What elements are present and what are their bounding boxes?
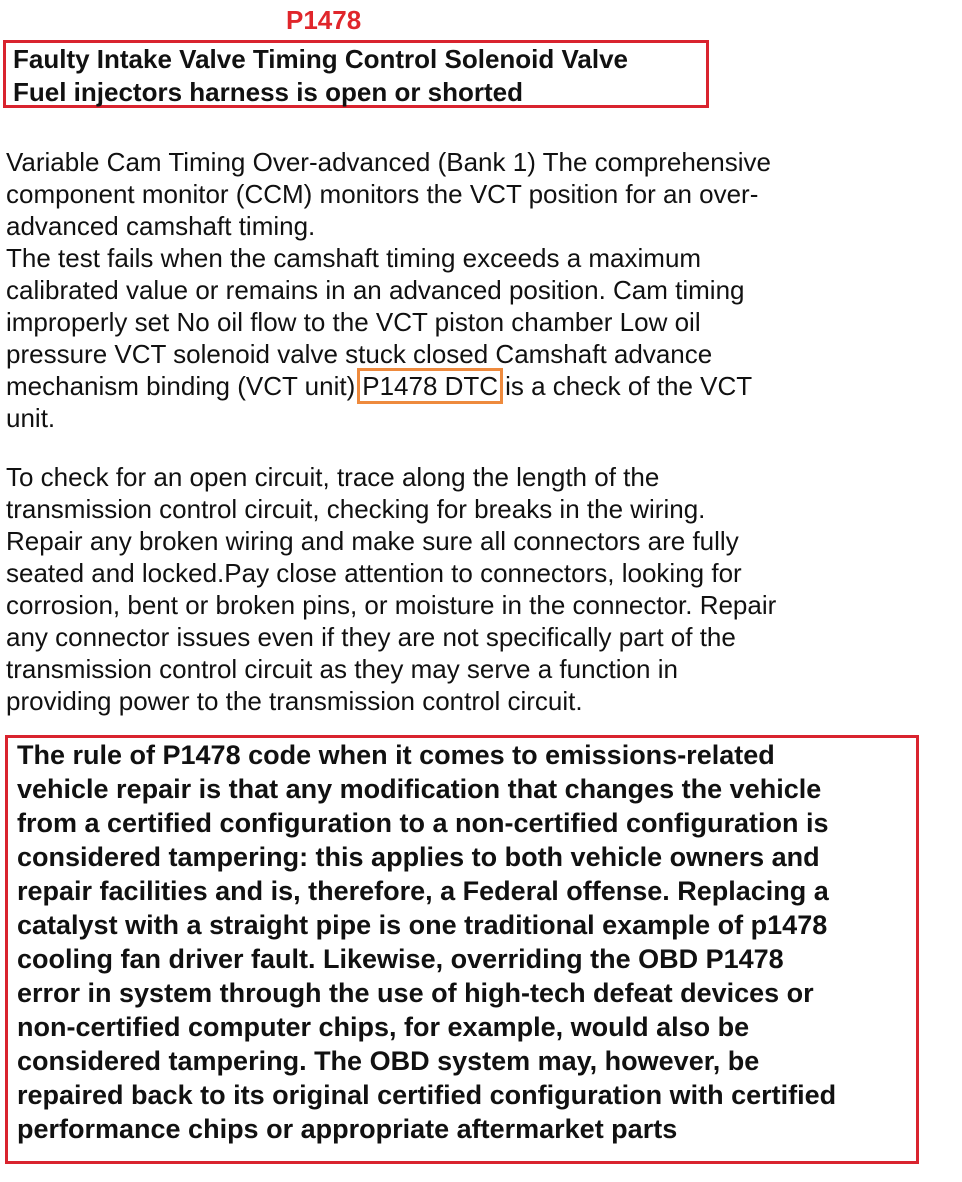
description-paragraph bbox=[6, 146, 946, 434]
rule-line: considered tampering: this applies to both vehicle owners and bbox=[17, 842, 820, 872]
paragraph-line: unit. bbox=[6, 403, 56, 433]
rule-line: catalyst with a straight pipe is one traditional example of p1478 bbox=[17, 910, 828, 940]
paragraph-line-with-link bbox=[6, 370, 946, 402]
rule-line: performance chips or appropriate aftermarket parts bbox=[17, 1114, 678, 1144]
paragraph-line: any connector issues even if they are not specifically part of the bbox=[6, 622, 736, 652]
rule-line: vehicle repair is that any modification that changes the vehicle bbox=[17, 774, 822, 804]
paragraph-line: improperly set No oil flow to the VCT piston chamber Low oil bbox=[6, 307, 701, 337]
rule-line: error in system through the use of high-tech defeat devices or bbox=[17, 978, 814, 1008]
paragraph-line: The test fails when the camshaft timing exceeds a maximum bbox=[6, 243, 702, 273]
paragraph-line: providing power to the transmission control circuit. bbox=[6, 686, 583, 716]
rule-line: cooling fan driver fault. Likewise, overriding the OBD P1478 bbox=[17, 944, 784, 974]
paragraph-line: calibrated value or remains in an advanced position. Cam timing bbox=[6, 275, 745, 305]
title-line-1: Faulty Intake Valve Timing Control Solenoid Valve bbox=[13, 44, 629, 74]
emissions-rule-text bbox=[17, 738, 836, 1146]
paragraph-line: transmission control circuit, checking for breaks in the wiring. bbox=[6, 494, 706, 524]
paragraph-line: Repair any broken wiring and make sure all connectors are fully bbox=[6, 526, 739, 556]
rule-line: The rule of P1478 code when it comes to emissions-related bbox=[17, 740, 775, 770]
paragraph-line: pressure VCT solenoid valve stuck closed Camshaft advance bbox=[6, 339, 713, 369]
title-line-2: Fuel injectors harness is open or shorted bbox=[13, 77, 524, 107]
paragraph-line: component monitor (CCM) monitors the VCT position for an over- bbox=[6, 179, 759, 209]
rule-line: repaired back to its original certified configuration with certified bbox=[17, 1080, 837, 1110]
paragraph-line: transmission control circuit as they may serve a function in bbox=[6, 654, 678, 684]
paragraph-line: seated and locked.Pay close attention to connectors, looking for bbox=[6, 558, 742, 588]
rule-line: from a certified configuration to a non-certified configuration is bbox=[17, 808, 829, 838]
emissions-rule-box bbox=[5, 735, 919, 1164]
code-heading: P1478 bbox=[286, 5, 362, 35]
rule-line: considered tampering. The OBD system may, however, be bbox=[17, 1046, 760, 1076]
title-box bbox=[3, 40, 709, 108]
paragraph-line: Variable Cam Timing Over-advanced (Bank 1) The comprehensive bbox=[6, 147, 771, 177]
dtc-link[interactable]: P1478 DTC bbox=[357, 368, 503, 404]
paragraph-line: advanced camshaft timing. bbox=[6, 211, 316, 241]
paragraph-text: is a check of the VCT bbox=[505, 371, 753, 401]
paragraph-line: corrosion, bent or broken pins, or moisture in the connector. Repair bbox=[6, 590, 777, 620]
rule-line: repair facilities and is, therefore, a Federal offense. Replacing a bbox=[17, 876, 829, 906]
rule-line: non-certified computer chips, for example, would also be bbox=[17, 1012, 750, 1042]
open-circuit-paragraph bbox=[6, 461, 946, 717]
paragraph-text: mechanism binding (VCT unit) bbox=[6, 371, 356, 401]
paragraph-line: To check for an open circuit, trace along the length of the bbox=[6, 462, 660, 492]
